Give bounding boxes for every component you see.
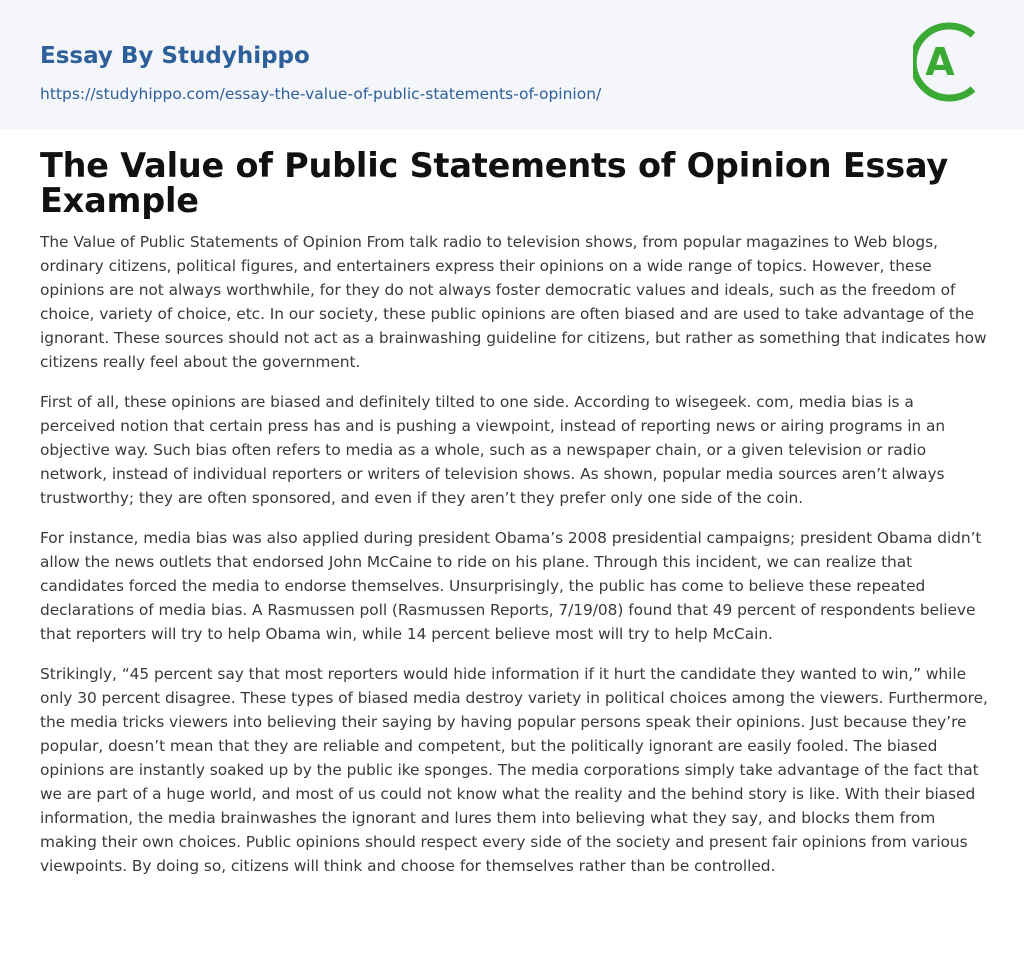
article — [40, 148, 990, 878]
studyhippo-logo-icon — [913, 19, 985, 105]
paragraph-4: Strikingly, “45 percent say that most reporters would hide information if it hurt the candidate they wanted to win,” while only 30 percent disagree. These types of biased media destroy variety in political choices among the viewers. Furthermore, the media tricks viewers into believing their saying by having popular persons speak their opinions. Just because they’re popular, doesn’t mean that they are reliable and competent, but the politically ignorant are easily fooled. The biased opinions are instantly soaked up by the public ike sponges. The media corporations simply take advantage of the fact that we are part of a huge world, and most of us could not know what the reality and the behind story is like. With their biased information, the media brainwashes the ignorant and lures them into believing what they say, and blocks them from making their own choices. Public opinions should respect every side of the society and present fair opinions from various viewpoints. By doing so, citizens will think and choose for themselves rather than be controlled. — [40, 665, 988, 875]
paragraph-3: For instance, media bias was also applied during president Obama’s 2008 presidential campaigns; president Obama didn’t allow the news outlets that endorsed John McCaine to ride on his plane. Through this incident, we can realize that candidates forced the media to endorse themselves. Unsurprisingly, the public has come to believe these repeated declarations of media bias. A Rasmussen poll (Rasmussen Reports, 7/19/08) found that 49 percent of respondents believe that reporters will try to help Obama win, while 14 percent believe most will try to help McCain. — [40, 529, 982, 643]
paragraph-2: First of all, these opinions are biased and definitely tilted to one side. According to wisegeek. com, media bias is a perceived notion that certain press has and is pushing a viewpoint, instead of reporting news or airing programs in an objective way. Such bias often refers to media as a whole, such as a newspaper chain, or a given television or radio network, instead of individual reporters or writers of television shows. As shown, popular media sources aren’t always trustworthy; they are often sponsored, and even if they aren’t they prefer only one side of the coin. — [40, 393, 946, 507]
brand-title: Essay By Studyhippo — [40, 43, 310, 69]
site-header — [0, 0, 1024, 129]
page-title: The Value of Public Statements of Opinion Essay Example — [40, 146, 949, 220]
paragraph-1: The Value of Public Statements of Opinion From talk radio to television shows, from popular magazines to Web blogs, ordinary citizens, political figures, and entertainers express their opinions on a wide range of topics. However, these opinions are not always worthwhile, for they do not always foster democratic values and ideals, such as the freedom of choice, variety of choice, etc. In our society, these public opinions are often biased and are used to take advantage of the ignorant. These sources should not act as a brainwashing guideline for citizens, but rather as something that indicates how citizens really feel about the government. — [40, 233, 987, 371]
logo-letter: A — [925, 40, 955, 84]
source-url-link[interactable]: https://studyhippo.com/essay-the-value-of-public-statements-of-opinion/ — [40, 85, 602, 103]
